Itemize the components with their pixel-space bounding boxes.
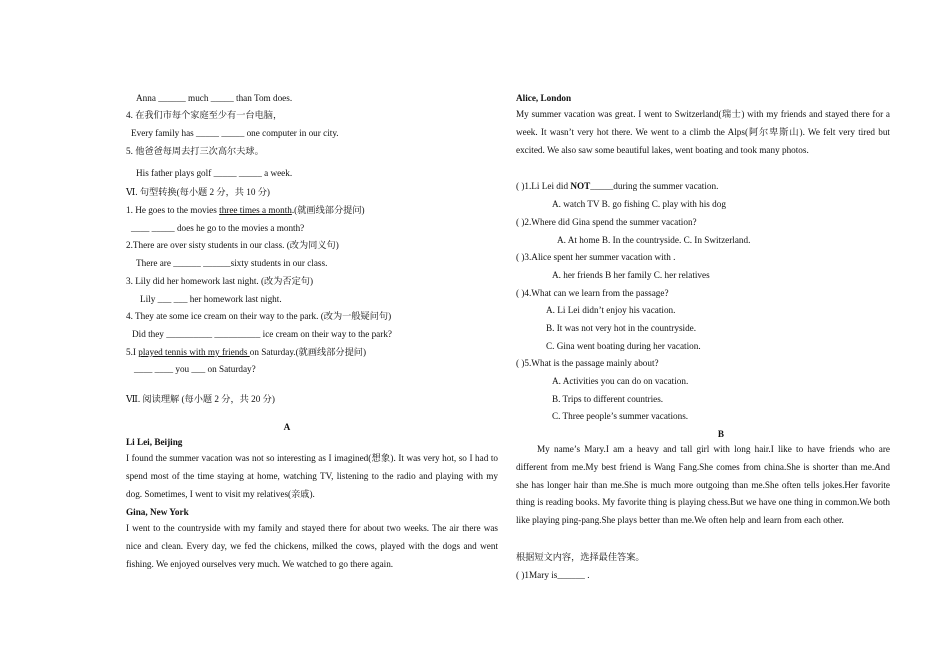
question-line: ( )2.Where did Gina spend the summer vacation? (516, 217, 697, 227)
text-line: 3. Lily did her homework last night. (改为否定句) (126, 276, 314, 286)
text-line: ____ _____ does he go to the movies a month? (131, 223, 305, 233)
section-heading: Ⅶ. 阅读理解 (每小题 2 分，共 20 分) (126, 394, 275, 404)
passage-paragraph: I went to the countryside with my family and stayed there for about two weeks. The air there was nice and clean. Every day, we fed the chickens, milked the cows, played with the dogs and went fishing. We enjoyed ourselves very much. We watched to go there again. (126, 523, 498, 569)
text-line: There are ______ ______sixty students in our class. (136, 258, 328, 268)
instruction-line: 根据短文内容，选择最佳答案。 (516, 552, 645, 562)
answer-option: C. Gina went boating during her vacation. (546, 341, 701, 351)
text-line: His father plays golf _____ _____ a week. (136, 168, 293, 178)
answer-option: B. It was not very hot in the countryside. (546, 323, 697, 333)
emphasis-text: NOT (570, 181, 591, 191)
underlined-text: three times a month (219, 205, 292, 215)
passage-paragraph: My name’s Mary.I am a heavy and tall girl with long hair.I like to have friends who are different from me.My best friend is Wang Fang.She comes from china.She is shorter than me.And she has longer hair than me.She is much more outgoing than me.She often tells jokes.Her favorite thing is reading books. My favorite thing is playing chess.But we have one thing in common.We both like playing ping-pang.She plays better than me.We often help and learn from each other. (516, 444, 890, 525)
text-line: 4. 在我们市每个家庭至少有一台电脑， (126, 110, 283, 120)
answer-option: A. Activities you can do on vacation. (552, 376, 689, 386)
text-span: ( )1.Li Lei did (516, 181, 571, 191)
answer-options: A. At home B. In the countryside. C. In Switzerland. (557, 235, 751, 245)
passage-paragraph: My summer vacation was great. I went to Switzerland(瑞士) with my friends and stayed there for a week. It wasn’t very hot there. We went to a climb the Alps(阿尔卑斯山). We felt very tired but excited. We also saw some beautiful lakes, went boating and took many photos. (516, 109, 890, 155)
text-span: _____during the summer vacation. (590, 181, 719, 191)
answer-options: A. watch TV B. go fishing C. play with his dog (552, 199, 726, 209)
text-line: Every family has _____ _____ one computer in our city. (131, 128, 339, 138)
text-span: 1. He goes to the movies (126, 205, 220, 215)
text-line: 2.There are over sisty students in our class. (改为同义句) (126, 240, 339, 250)
text-span: on Saturday.(就画线部分提问) (249, 347, 367, 357)
question-line: ( )4.What can we learn from the passage? (516, 288, 669, 298)
question-line (516, 180, 718, 192)
answer-options: A. her friends B her family C. her relatives (552, 270, 710, 280)
text-line: 4. They ate some ice cream on their way to the park. (改为一般疑问句) (126, 311, 392, 321)
answer-option: A. Li Lei didn’t enjoy his vacation. (546, 305, 676, 315)
text-line: Lily ___ ___ her homework last night. (140, 294, 282, 304)
passage-heading: Gina, New York (126, 507, 189, 517)
passage-label-b: B (717, 429, 725, 439)
text-span: 5.I (126, 347, 139, 357)
text-line: 5. 他爸爸每周去打三次高尔夫球。 (126, 146, 264, 156)
text-span: .(就画线部分提问) (291, 205, 365, 215)
text-line: Did they __________ __________ ice cream on their way to the park? (132, 329, 392, 339)
question-line: ( )5.What is the passage mainly about? (516, 358, 659, 368)
passage-label-a: A (283, 422, 291, 432)
passage-heading: Li Lei, Beijing (126, 437, 183, 447)
text-line (126, 204, 365, 216)
text-line: Anna ______ much _____ than Tom does. (136, 93, 293, 103)
text-line: ____ ____ you ___ on Saturday? (134, 364, 256, 374)
underlined-text: played tennis with my friends (138, 347, 250, 357)
question-line: ( )1Mary is______ . (516, 570, 590, 580)
answer-option: C. Three people’s summer vacations. (552, 411, 689, 421)
question-line: ( )3.Alice spent her summer vacation with . (516, 252, 676, 262)
section-heading: Ⅵ. 句型转换(每小题 2 分，共 10 分) (126, 187, 270, 197)
text-line (126, 346, 366, 358)
passage-paragraph: I found the summer vacation was not so interesting as I imagined(想象). It was very hot, so I had to spend most of the time staying at home, watching TV, listening to the radio and playing with my dog. Sometimes, I went to visit my relatives(亲戚). (126, 453, 498, 499)
answer-option: B. Trips to different countries. (552, 394, 664, 404)
passage-heading: Alice, London (516, 93, 572, 103)
